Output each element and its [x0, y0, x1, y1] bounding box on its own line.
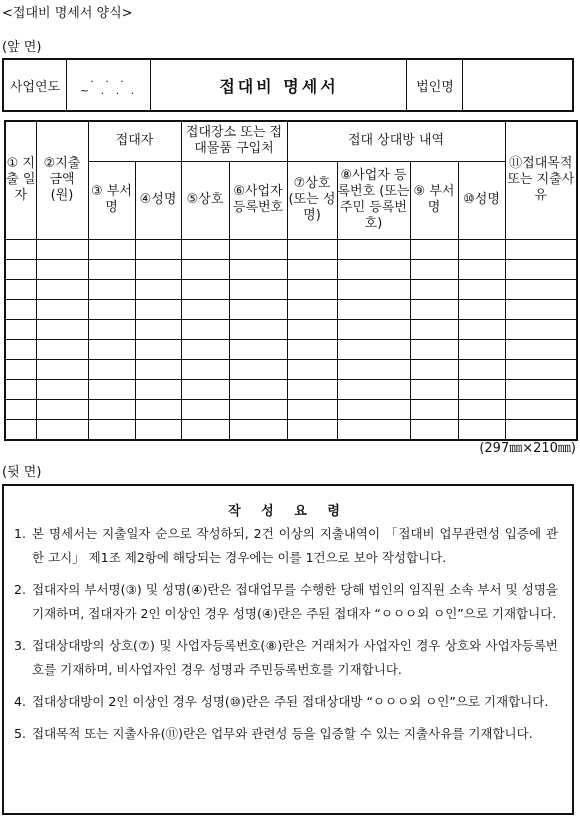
table-cell[interactable]: [229, 359, 287, 379]
table-cell[interactable]: [88, 339, 135, 359]
business-year-label: 사업연도: [9, 79, 61, 95]
instruction-number: 5.: [14, 726, 26, 741]
table-cell[interactable]: [135, 359, 181, 379]
table-cell[interactable]: [36, 319, 88, 339]
table-row: [5, 339, 577, 359]
table-row: [5, 299, 577, 319]
table-cell[interactable]: [135, 339, 181, 359]
instructions-box: [2, 484, 574, 815]
table-cell[interactable]: [410, 359, 458, 379]
instruction-text: 본 명세서는 지출일자 순으로 작성하되, 2건 이상의 지출내역이 「접대비 업무관련성 입증에 관한 고시」 제1조 제2항에 해당되는 경우에는 이를 1건으로 보아 작성합니다.: [32, 526, 558, 565]
table-cell[interactable]: [337, 359, 410, 379]
table-cell[interactable]: [88, 239, 135, 259]
table-cell[interactable]: [135, 319, 181, 339]
table-cell[interactable]: [337, 399, 410, 419]
table-cell[interactable]: [458, 339, 505, 359]
instruction-item: [14, 522, 558, 570]
table-cell[interactable]: [88, 259, 135, 279]
table-row: [5, 239, 577, 259]
table-cell[interactable]: [5, 299, 36, 319]
table-cell[interactable]: [287, 339, 337, 359]
back-side-label: (뒷 면): [2, 465, 42, 480]
table-cell[interactable]: [181, 279, 229, 299]
table-cell[interactable]: [229, 379, 287, 399]
instruction-text: 접대자의 부서명(③) 및 성명(④)란은 접대업무를 수행한 당해 법인의 임직원 소속 부서 및 성명을 기재하며, 접대자가 2인 이상인 경우 성명(④)란은 주된 접대자 “ㅇㅇㅇ외 ㅇ인”으로 기재합니다.: [32, 582, 558, 621]
table-cell[interactable]: [181, 299, 229, 319]
table-cell[interactable]: [181, 239, 229, 259]
table-cell[interactable]: [229, 299, 287, 319]
table-cell[interactable]: [88, 319, 135, 339]
table-row: [5, 259, 577, 279]
table-cell[interactable]: [287, 419, 337, 440]
table-cell[interactable]: [229, 419, 287, 440]
table-cell[interactable]: [5, 359, 36, 379]
table-cell[interactable]: [135, 419, 181, 440]
group-partner-header: 접대 상대방 내역: [287, 121, 505, 161]
table-cell[interactable]: [287, 319, 337, 339]
table-cell[interactable]: [5, 319, 36, 339]
instruction-text: 접대목적 또는 지출사유(⑪)란은 업무와 관련성 등을 입증할 수 있는 지출사유를 기재합니다.: [32, 726, 533, 741]
col-partner-company-header: ⑦상호 (또는 성명): [287, 161, 337, 239]
table-cell[interactable]: [410, 419, 458, 440]
table-cell[interactable]: [505, 399, 577, 419]
table-cell[interactable]: [287, 359, 337, 379]
col-name-header: ④성명: [135, 161, 181, 239]
table-cell[interactable]: [181, 399, 229, 419]
table-cell[interactable]: [458, 299, 505, 319]
instruction-text: 접대상대방이 2인 이상인 경우 성명(⑩)란은 주된 접대상대방 “ㅇㅇㅇ외 ㅇ인”으로 기재합니다.: [32, 694, 549, 709]
table-cell[interactable]: [5, 339, 36, 359]
table-cell[interactable]: [505, 379, 577, 399]
paper-size-note: (297㎜×210㎜): [479, 441, 576, 456]
table-cell[interactable]: [135, 299, 181, 319]
front-side-label: (앞 면): [2, 40, 42, 55]
instruction-number: 3.: [14, 638, 26, 653]
page-title: 접대비 명세서: [150, 60, 407, 110]
table-cell[interactable]: [337, 279, 410, 299]
col-date-header: ① 지출 일자: [5, 121, 36, 239]
table-cell[interactable]: [88, 299, 135, 319]
col-partner-bizno-header: ⑧사업자 등록번호 (또는 주민 등록번호): [337, 161, 410, 239]
table-cell[interactable]: [36, 279, 88, 299]
table-cell[interactable]: [36, 239, 88, 259]
group-host-header: 접대자: [88, 121, 181, 161]
table-cell[interactable]: [287, 399, 337, 419]
table-cell[interactable]: [287, 299, 337, 319]
year-dots-top: . . .: [90, 72, 128, 85]
table-cell[interactable]: [229, 399, 287, 419]
table-cell[interactable]: [410, 279, 458, 299]
table-cell[interactable]: [505, 339, 577, 359]
table-cell[interactable]: [229, 239, 287, 259]
table-cell[interactable]: [5, 259, 36, 279]
table-row: [5, 359, 577, 379]
table-cell[interactable]: [88, 379, 135, 399]
company-name-label: 법인명: [406, 60, 463, 110]
table-cell[interactable]: [337, 259, 410, 279]
table-cell[interactable]: [410, 399, 458, 419]
table-cell[interactable]: [287, 239, 337, 259]
table-cell[interactable]: [410, 239, 458, 259]
table-cell[interactable]: [181, 419, 229, 440]
table-cell[interactable]: [181, 319, 229, 339]
table-cell[interactable]: [458, 259, 505, 279]
table-cell[interactable]: [337, 239, 410, 259]
col-dept-header: ③ 부서명: [88, 161, 135, 239]
table-cell[interactable]: [36, 359, 88, 379]
year-dots-bottom: ~ . . .: [79, 84, 139, 97]
table-cell[interactable]: [505, 299, 577, 319]
table-cell[interactable]: [458, 359, 505, 379]
table-cell[interactable]: [36, 419, 88, 440]
form-header: [2, 58, 574, 112]
table-cell[interactable]: [458, 239, 505, 259]
table-cell[interactable]: [36, 299, 88, 319]
table-cell[interactable]: [181, 259, 229, 279]
table-cell[interactable]: [36, 339, 88, 359]
table-cell[interactable]: [505, 279, 577, 299]
table-row: [5, 279, 577, 299]
table-cell[interactable]: [458, 319, 505, 339]
table-cell[interactable]: [410, 339, 458, 359]
form-label: <접대비 명세서 양식>: [2, 6, 133, 21]
table-cell[interactable]: [505, 259, 577, 279]
table-cell[interactable]: [135, 379, 181, 399]
col-bizno-header: ⑥사업자 등록번호: [229, 161, 287, 239]
table-row: [5, 399, 577, 419]
table-cell[interactable]: [458, 279, 505, 299]
table-cell[interactable]: [88, 399, 135, 419]
table-cell[interactable]: [36, 259, 88, 279]
table-cell[interactable]: [458, 379, 505, 399]
table-cell[interactable]: [505, 239, 577, 259]
table-cell[interactable]: [229, 339, 287, 359]
instructions-list: [14, 522, 558, 754]
expense-table: [4, 120, 578, 441]
table-cell[interactable]: [287, 379, 337, 399]
table-cell[interactable]: [88, 279, 135, 299]
table-cell[interactable]: [337, 379, 410, 399]
table-cell[interactable]: [410, 319, 458, 339]
table-cell[interactable]: [181, 379, 229, 399]
table-cell[interactable]: [410, 379, 458, 399]
instruction-text: 접대상대방의 상호(⑦) 및 사업자등록번호(⑧)란은 거래처가 사업자인 경우 상호와 사업자등록번호를 기재하며, 비사업자인 경우 성명과 주민등록번호를 기재합니다.: [32, 638, 558, 677]
instruction-number: 1.: [14, 526, 26, 541]
table-cell[interactable]: [88, 359, 135, 379]
table-cell[interactable]: [505, 319, 577, 339]
table-cell[interactable]: [337, 319, 410, 339]
table-cell[interactable]: [410, 259, 458, 279]
table-cell[interactable]: [135, 259, 181, 279]
table-cell[interactable]: [337, 419, 410, 440]
table-cell[interactable]: [36, 399, 88, 419]
business-year-field[interactable]: [66, 60, 151, 110]
table-row: [5, 379, 577, 399]
table-cell[interactable]: [88, 419, 135, 440]
table-cell[interactable]: [5, 399, 36, 419]
instruction-item: [14, 634, 558, 682]
instruction-number: 2.: [14, 582, 26, 597]
instruction-item: [14, 722, 558, 746]
table-cell[interactable]: [181, 339, 229, 359]
table-cell[interactable]: [337, 339, 410, 359]
col-partner-dept-header: ⑨ 부서명: [410, 161, 458, 239]
table-cell[interactable]: [505, 359, 577, 379]
table-cell[interactable]: [5, 379, 36, 399]
table-cell[interactable]: [36, 379, 88, 399]
group-place-header: 접대장소 또는 접대물품 구입처: [181, 121, 287, 161]
table-cell[interactable]: [337, 299, 410, 319]
table-cell[interactable]: [135, 239, 181, 259]
table-cell[interactable]: [5, 419, 36, 440]
company-name-field[interactable]: [462, 60, 572, 110]
table-cell[interactable]: [5, 279, 36, 299]
col-amount-header: ②지출 금액 (원): [36, 121, 88, 239]
table-cell[interactable]: [135, 279, 181, 299]
col-purpose-header: ⑪접대목적 또는 지출사유: [505, 121, 577, 239]
table-cell[interactable]: [229, 259, 287, 279]
table-cell[interactable]: [287, 259, 337, 279]
table-cell[interactable]: [229, 319, 287, 339]
table-cell[interactable]: [458, 399, 505, 419]
table-cell[interactable]: [135, 399, 181, 419]
instructions-title: 작 성 요 령: [228, 504, 348, 519]
table-row: [5, 319, 577, 339]
table-cell[interactable]: [287, 279, 337, 299]
col-partner-name-header: ⑩성명: [458, 161, 505, 239]
table-cell[interactable]: [181, 359, 229, 379]
instruction-number: 4.: [14, 694, 26, 709]
table-cell[interactable]: [5, 239, 36, 259]
table-cell[interactable]: [410, 299, 458, 319]
table-cell[interactable]: [229, 279, 287, 299]
col-company-header: ⑤상호: [181, 161, 229, 239]
instruction-item: [14, 578, 558, 626]
instruction-item: [14, 690, 558, 714]
